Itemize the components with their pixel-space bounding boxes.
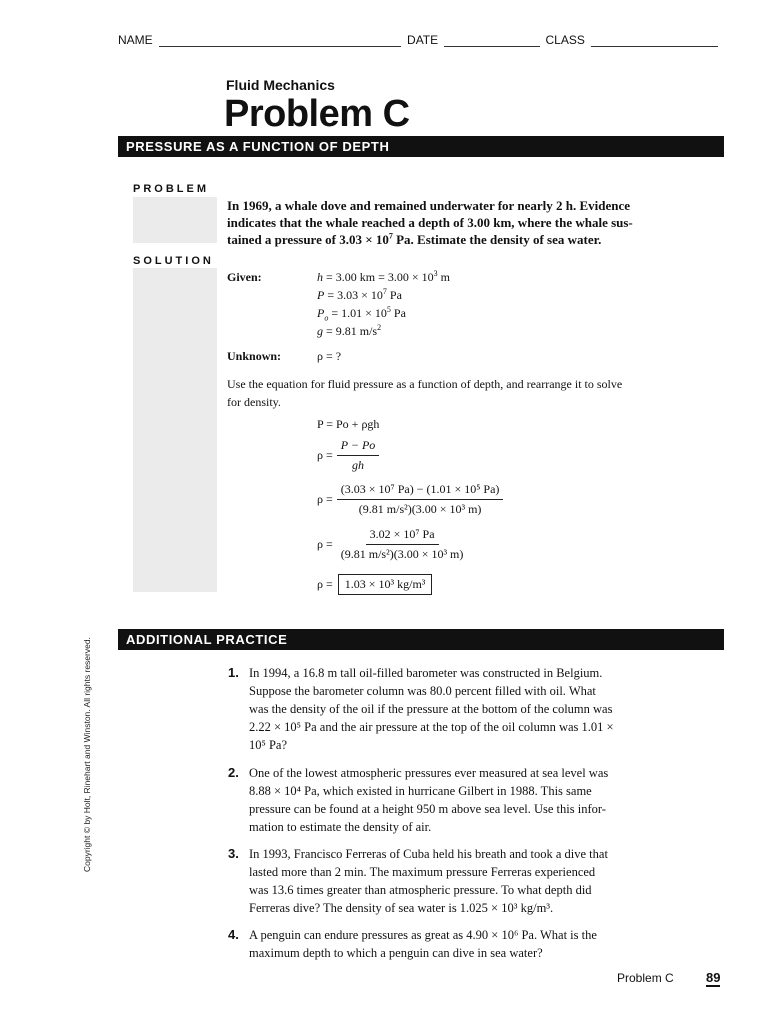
equation-1: P = Po + ρgh [317,417,380,431]
equation-2: ρ = $\frac{P - Po}{gh}$ [317,438,379,473]
class-blank[interactable] [591,35,718,47]
problem-label: PROBLEM [133,183,209,195]
problem-line-2: indicates that the whale reached a depth of 3.00 km, where the whale sus- [227,215,633,230]
given-p: $P = 3.03 \times 10^7$ Pa [317,287,402,302]
problem-text [227,197,647,248]
solution-gray-box [133,268,217,592]
equation-4: ρ = $\frac{\text{3.02 × 10⁷ Pa}}{\text{(9.81 m/s²)(3.00 × 10³ m)}}$ [317,527,464,561]
equation-3: ρ = $\frac{\text{(3.03 × 10⁷ Pa) − (1.01 × 10⁵ Pa)}}{\text{(9.81 m/s²)(3.00 × 10³ m)}}$ [317,482,503,517]
problem-line-1: In 1969, a whale dove and remained underwater for nearly 2 h. Evidence [227,198,631,213]
equation-5: ρ = 1.03 × 10³ kg/m³ [317,574,432,595]
page-title: Problem C [224,93,410,135]
unknown-value: ρ = ? [317,349,342,363]
problem-gray-box [133,197,217,243]
practice-item-4: 4. A penguin can endure pressures as great as 4.90 × 10⁶ Pa. What is the maximum depth to which a penguin can dive in sea water? [228,927,597,960]
practice-item-1: 1. In 1994, a 16.8 m tall oil-filled barometer was constructed in Belgium. Suppose the barometer column was 80.0 percent filled with oil. What was the density of the oil if the pressure at the bottom of the column was 2.22 × 10⁵ Pa and the air pressure at the top of the oil column was 1.01 × 10⁵ Pa? [228,665,614,752]
given-g: g = 9.81 $m/s^2$ [317,323,382,338]
given-h: h = 3.00 km = $3.00 \times 10^3$ m [317,269,450,284]
name-label: NAME [118,33,153,47]
date-blank[interactable] [444,35,539,47]
header-fields [118,33,724,47]
practice-item-3: 3. In 1993, Francisco Ferreras of Cuba held his breath and took a dive that lasted more than 2 min. The maximum pressure Ferreras experienced was 13.6 times greater than atmospheric pressure. To what depth did Ferreras dive? The density of sea water is 1.025 × 10³ kg/m³. [228,846,608,915]
class-label: CLASS [545,33,585,47]
subject-heading: Fluid Mechanics [226,77,335,93]
name-blank[interactable] [159,35,401,47]
unknown-label: Unknown: [227,349,282,363]
problem-line-3: tained a pressure of $3.03 \times 10^7$ Pa. Estimate the density of sea water. [227,231,602,247]
given-po: $P_o = 1.01 \times 10^5$ Pa [317,305,406,323]
instruction-text: Use the equation for fluid pressure as a function of depth, and rearrange it to solve for density. [227,377,623,409]
date-label: DATE [407,33,439,47]
given-label: Given: [227,270,262,284]
solution-label: SOLUTION [133,255,214,267]
practice-bar: ADDITIONAL PRACTICE [118,629,724,650]
section-bar: PRESSURE AS A FUNCTION OF DEPTH [118,136,724,157]
page-number: 89 [706,970,721,985]
footer-label: Problem C [617,971,674,985]
practice-item-2: 2. One of the lowest atmospheric pressures ever measured at sea level was 8.88 × 10⁴ Pa, which existed in hurricane Gilbert in 1988. This same pressure can be found at a height 950 m above sea level. Use this infor- mation to estimate the density of air. [228,765,609,834]
copyright-notice: Copyright © by Holt, Rinehart and Winston. All rights reserved. [82,637,92,872]
answer-box: 1.03 × 10³ kg/m³ [338,574,433,595]
